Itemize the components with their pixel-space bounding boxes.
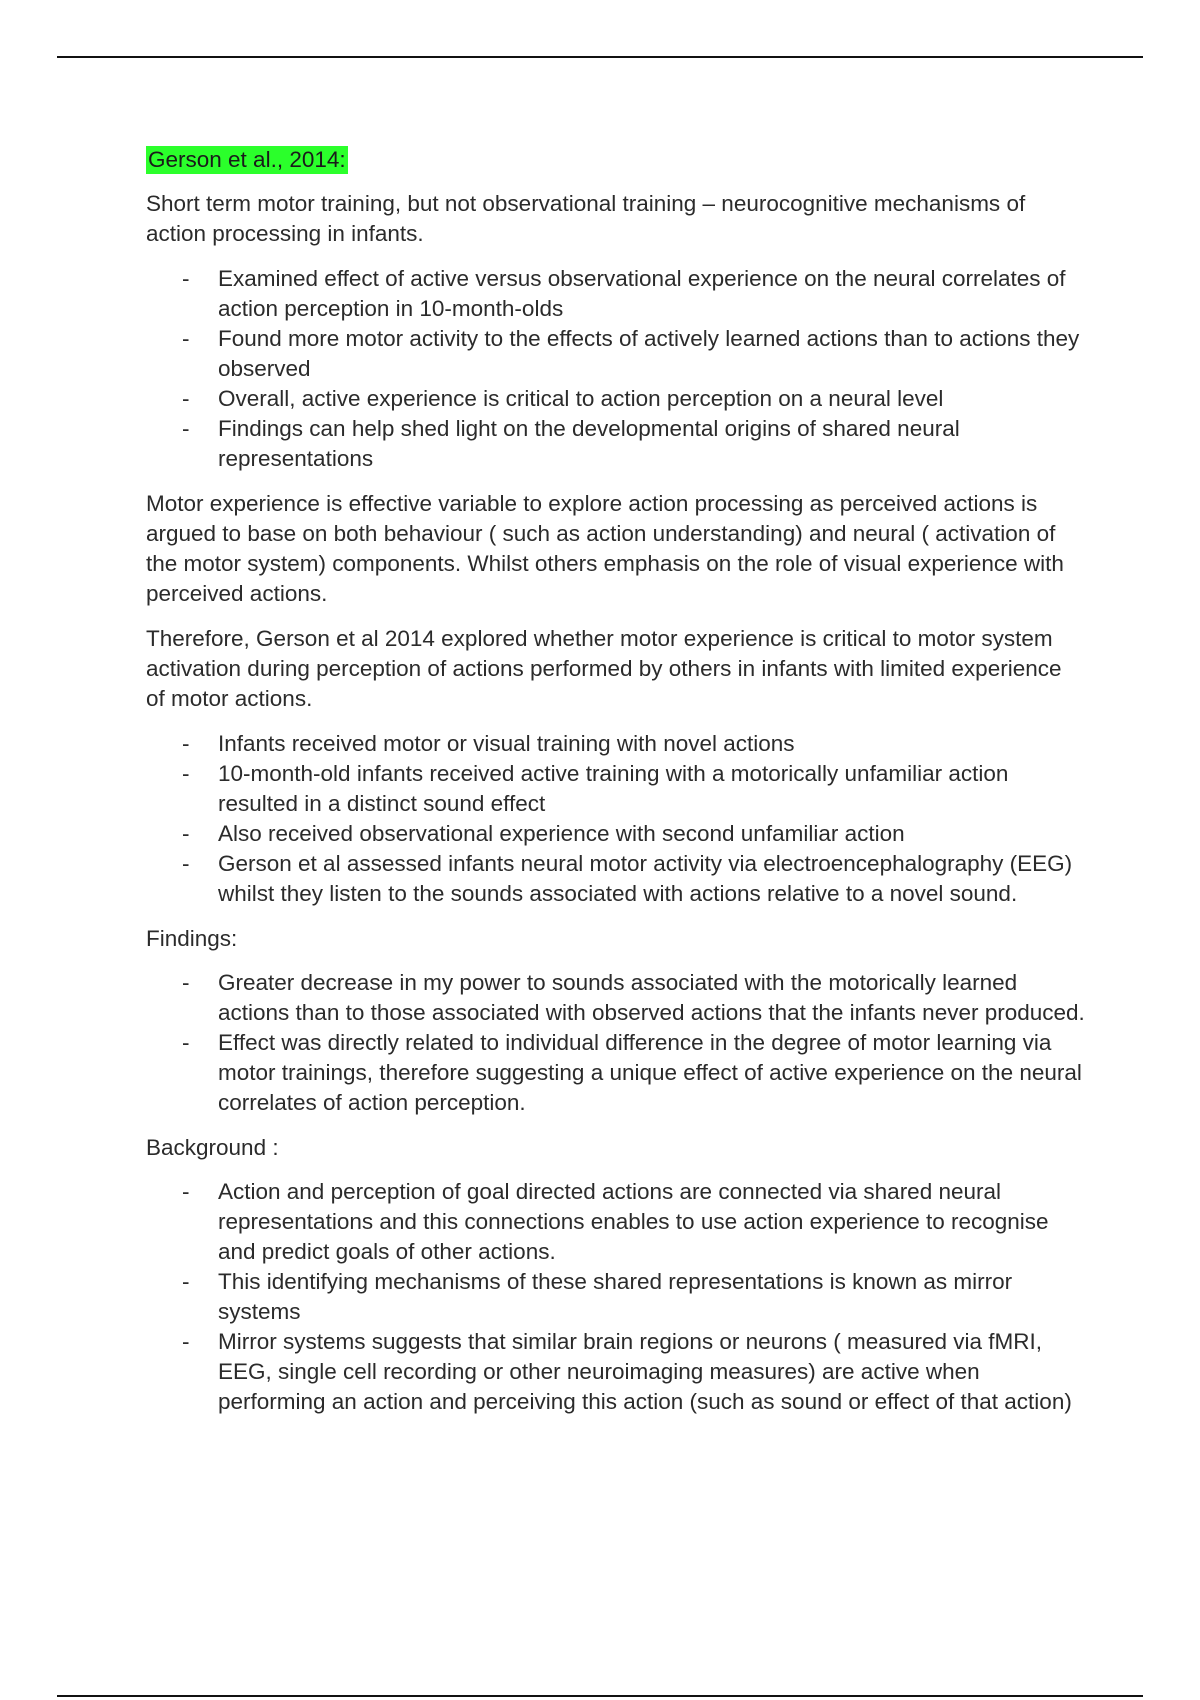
list-item: - Overall, active experience is critical to action perception on a neural level [146, 384, 1086, 414]
bullet-dash: - [182, 1179, 190, 1204]
summary-list [146, 264, 1086, 474]
bullet-dash: - [182, 1030, 190, 1055]
list-item: - Gerson et al assessed infants neural motor activity via electroencephalography (EEG) whilst they listen to the sounds associated with actions relative to a novel sound. [182, 851, 1073, 906]
list-item: - Action and perception of goal directed actions are connected via shared neural representations and this connections enables to use action experience to recognise and predict goals of other actions. [182, 1179, 1049, 1264]
list-item: - Mirror systems suggests that similar brain regions or neurons ( measured via fMRI, EEG, single cell recording or other neuroimaging measures) are active when performing an action and perceiving this action (such as sound or effect of that action) [182, 1329, 1072, 1414]
background-list [146, 1177, 1086, 1417]
bullet-dash: - [182, 761, 190, 786]
bullet-dash: - [182, 266, 190, 291]
section-heading: Gerson et al., 2014: [148, 147, 346, 172]
findings-label: Findings: [146, 926, 238, 951]
list-item: - Also received observational experience with second unfamiliar action [146, 819, 1086, 849]
bullet-dash: - [182, 386, 190, 411]
intro-paragraph: Short term motor training, but not observational training – neurocognitive mechanisms of action processing in infants. [146, 191, 1026, 246]
bullet-dash: - [182, 851, 190, 876]
footer-rule [57, 1695, 1143, 1697]
therefore-paragraph: Therefore, Gerson et al 2014 explored whether motor experience is critical to motor system activation during perception of actions performed by others in infants with limited experience of motor actions. [146, 626, 1062, 711]
list-item: - This identifying mechanisms of these shared representations is known as mirror systems [182, 1269, 1013, 1324]
list-item: - Found more motor activity to the effects of actively learned actions than to actions they observed [182, 326, 1080, 381]
list-item: - 10-month-old infants received active training with a motorically unfamiliar action resulted in a distinct sound effect [182, 761, 1009, 816]
findings-list [146, 968, 1086, 1118]
bullet-dash: - [182, 1329, 190, 1354]
list-item: - Effect was directly related to individual difference in the degree of motor learning via motor trainings, therefore suggesting a unique effect of active experience on the neural correlates of action perception. [182, 1030, 1082, 1115]
document-body [146, 145, 1086, 1432]
method-list [146, 729, 1086, 909]
list-item: - Findings can help shed light on the developmental origins of shared neural representations [182, 416, 960, 471]
background-label: Background : [146, 1135, 279, 1160]
list-item: - Infants received motor or visual training with novel actions [146, 729, 1086, 759]
bullet-dash: - [182, 416, 190, 441]
motor-experience-paragraph: Motor experience is effective variable to explore action processing as perceived actions is argued to base on both behaviour ( such as action understanding) and neural ( activation of the motor system) components. Whilst others emphasis on the role of visual experience with perceived actions. [146, 491, 1064, 606]
bullet-dash: - [182, 970, 190, 995]
bullet-dash: - [182, 326, 190, 351]
bullet-dash: - [182, 821, 190, 846]
bullet-dash: - [182, 1269, 190, 1294]
list-item: - Greater decrease in my power to sounds associated with the motorically learned actions than to those associated with observed actions that the infants never produced. [182, 970, 1085, 1025]
bullet-dash: - [182, 731, 190, 756]
list-item: - Examined effect of active versus observational experience on the neural correlates of action perception in 10-month-olds [182, 266, 1066, 321]
header-rule [57, 56, 1143, 58]
